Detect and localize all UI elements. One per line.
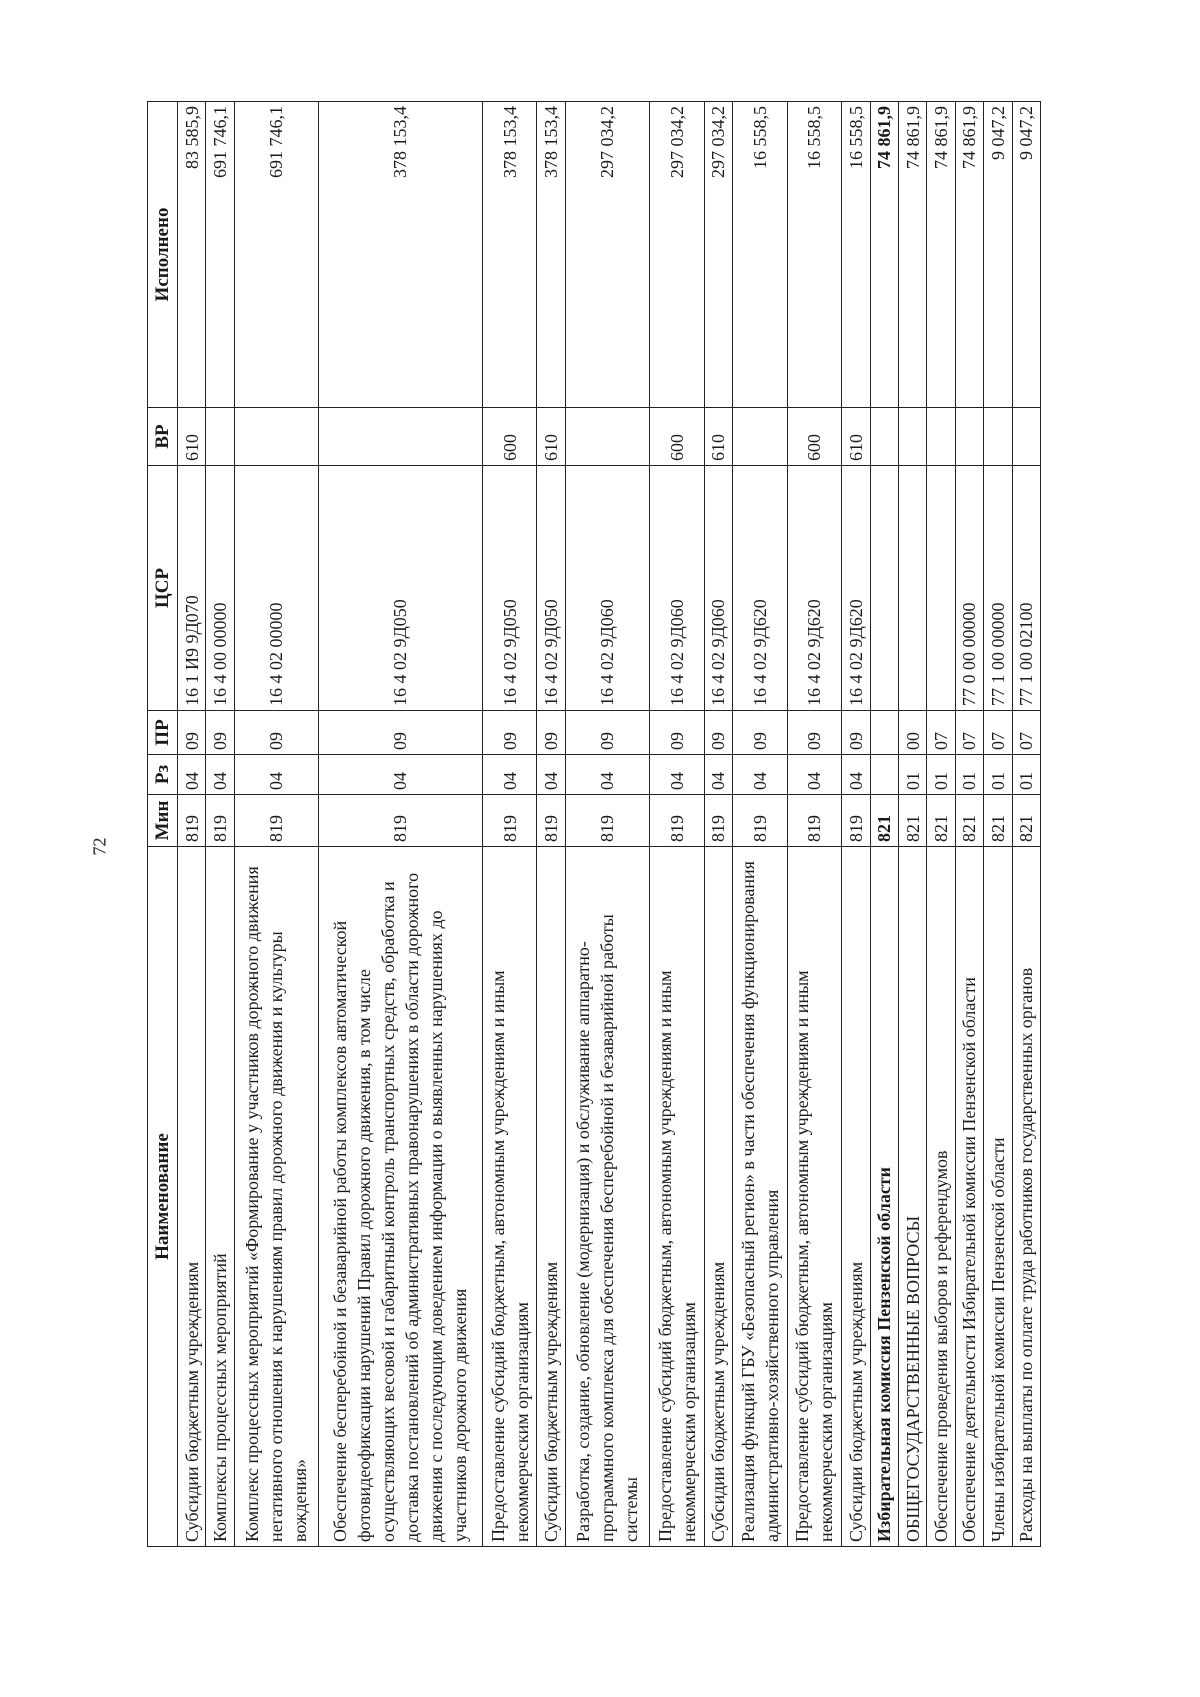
- cell-csr: 16 4 02 9Д050: [482, 466, 537, 711]
- cell-name: Обеспечение проведения выборов и референдумов: [927, 847, 955, 1547]
- header-pr: ПР: [148, 711, 178, 755]
- cell-rz: 01: [955, 755, 983, 795]
- header-min: Мин: [148, 795, 178, 847]
- cell-vr: 600: [482, 408, 537, 466]
- cell-rz: 04: [206, 755, 234, 795]
- cell-rz: 04: [732, 755, 787, 795]
- cell-isp: 9 047,2: [1012, 102, 1041, 408]
- cell-name: Комплексы процессных мероприятий: [206, 847, 234, 1547]
- table-row: [206, 102, 234, 1547]
- cell-name: Субсидии бюджетным учреждениям: [704, 847, 732, 1547]
- cell-vr: 600: [787, 408, 842, 466]
- table-header-row: [148, 102, 178, 1547]
- cell-pr: 07: [984, 711, 1012, 755]
- cell-vr: [927, 408, 955, 466]
- cell-pr: 07: [1012, 711, 1041, 755]
- cell-name: Субсидии бюджетным учреждениям: [178, 847, 206, 1547]
- cell-csr: 16 4 02 9Д620: [732, 466, 787, 711]
- cell-csr: 16 4 02 00000: [234, 466, 318, 711]
- table-row: [899, 102, 927, 1547]
- table-row-section: [870, 102, 898, 1547]
- header-name: Наименование: [148, 847, 178, 1547]
- cell-min: 819: [649, 795, 704, 847]
- table-row: [842, 102, 870, 1547]
- cell-vr: [318, 408, 482, 466]
- cell-vr: [955, 408, 983, 466]
- cell-vr: [870, 408, 898, 466]
- cell-vr: 610: [842, 408, 870, 466]
- header-isp: Исполнено: [148, 102, 178, 408]
- table-row: [927, 102, 955, 1547]
- cell-rz: 04: [178, 755, 206, 795]
- table-row: [732, 102, 787, 1547]
- cell-csr: 16 4 02 9Д060: [704, 466, 732, 711]
- cell-min: 819: [234, 795, 318, 847]
- cell-pr: 00: [899, 711, 927, 755]
- cell-pr: 09: [178, 711, 206, 755]
- cell-name: Предоставление субсидий бюджетным, автономным учреждениям и иным некоммерческим организациям: [649, 847, 704, 1547]
- cell-csr: 16 4 00 00000: [206, 466, 234, 711]
- cell-rz: 04: [649, 755, 704, 795]
- cell-csr: 16 4 02 9Д050: [537, 466, 565, 711]
- cell-vr: 610: [178, 408, 206, 466]
- cell-csr: 77 0 00 00000: [955, 466, 983, 711]
- cell-isp: 297 034,2: [704, 102, 732, 408]
- cell-csr: 16 4 02 9Д620: [842, 466, 870, 711]
- cell-pr: 09: [787, 711, 842, 755]
- cell-pr: 09: [537, 711, 565, 755]
- cell-csr: [870, 466, 898, 711]
- cell-isp: 378 153,4: [318, 102, 482, 408]
- cell-min: 819: [787, 795, 842, 847]
- cell-rz: 01: [984, 755, 1012, 795]
- cell-vr: [1012, 408, 1041, 466]
- cell-isp: 378 153,4: [482, 102, 537, 408]
- table-row: [787, 102, 842, 1547]
- cell-rz: 01: [927, 755, 955, 795]
- cell-name: Предоставление субсидий бюджетным, автономным учреждениям и иным некоммерческим организациям: [787, 847, 842, 1547]
- cell-min: 821: [870, 795, 898, 847]
- cell-vr: [899, 408, 927, 466]
- cell-pr: 07: [927, 711, 955, 755]
- cell-csr: [927, 466, 955, 711]
- cell-csr: 16 4 02 9Д060: [649, 466, 704, 711]
- cell-isp: 16 558,5: [787, 102, 842, 408]
- cell-min: 819: [482, 795, 537, 847]
- cell-vr: [206, 408, 234, 466]
- table-row: [1012, 102, 1041, 1547]
- cell-csr: 77 1 00 00000: [984, 466, 1012, 711]
- table-row: [537, 102, 565, 1547]
- table-row: [955, 102, 983, 1547]
- cell-name: Избирательная комиссия Пензенской области: [870, 847, 898, 1547]
- cell-name: Предоставление субсидий бюджетным, автономным учреждениям и иным некоммерческим организациям: [482, 847, 537, 1547]
- cell-min: 821: [1012, 795, 1041, 847]
- cell-min: 819: [704, 795, 732, 847]
- cell-pr: 09: [842, 711, 870, 755]
- cell-pr: 09: [482, 711, 537, 755]
- cell-rz: 04: [482, 755, 537, 795]
- cell-csr: [899, 466, 927, 711]
- cell-pr: [870, 711, 898, 755]
- cell-pr: 09: [318, 711, 482, 755]
- cell-vr: [565, 408, 649, 466]
- cell-min: 819: [206, 795, 234, 847]
- cell-pr: 09: [649, 711, 704, 755]
- table-body: [178, 102, 1041, 1547]
- cell-csr: 16 4 02 9Д620: [787, 466, 842, 711]
- page-number: 72: [89, 837, 110, 856]
- cell-rz: 04: [537, 755, 565, 795]
- budget-table: [147, 101, 1041, 1547]
- table-row: [234, 102, 318, 1547]
- cell-name: ОБЩЕГОСУДАРСТВЕННЫЕ ВОПРОСЫ: [899, 847, 927, 1547]
- cell-min: 819: [842, 795, 870, 847]
- header-vr: ВР: [148, 408, 178, 466]
- cell-vr: 610: [537, 408, 565, 466]
- cell-csr: 77 1 00 02100: [1012, 466, 1041, 711]
- cell-vr: [234, 408, 318, 466]
- cell-pr: 09: [565, 711, 649, 755]
- cell-rz: 04: [565, 755, 649, 795]
- cell-isp: 83 585,9: [178, 102, 206, 408]
- cell-csr: 16 1 И9 9Д070: [178, 466, 206, 711]
- cell-name: Комплекс процессных мероприятий «Формирование у участников дорожного движения негативного отношения к нарушениям правил дорожного движения и культуры вождения»: [234, 847, 318, 1547]
- cell-pr: 09: [732, 711, 787, 755]
- cell-csr: 16 4 02 9Д050: [318, 466, 482, 711]
- cell-rz: 04: [842, 755, 870, 795]
- cell-pr: 09: [206, 711, 234, 755]
- cell-rz: [870, 755, 898, 795]
- cell-csr: 16 4 02 9Д060: [565, 466, 649, 711]
- cell-name: Обеспечение бесперебойной и безаварийной работы комплексов автоматической фотовидеофиксации нарушений Правил дорожного движения, в том числе осуществляющих весовой и габаритный контроль транспортных средств, обработка и доставка постановлений об административных правонарушениях в области дорожного движения с последующим доведением информации о выявленных нарушениях до участников дорожного движения: [318, 847, 482, 1547]
- cell-rz: 04: [787, 755, 842, 795]
- cell-rz: 01: [1012, 755, 1041, 795]
- cell-isp: 691 746,1: [234, 102, 318, 408]
- table-row: [649, 102, 704, 1547]
- cell-name: Расходы на выплаты по оплате труда работников государственных органов: [1012, 847, 1041, 1547]
- cell-min: 819: [565, 795, 649, 847]
- cell-min: 819: [318, 795, 482, 847]
- cell-vr: 600: [649, 408, 704, 466]
- header-csr: ЦСР: [148, 466, 178, 711]
- cell-min: 819: [537, 795, 565, 847]
- cell-pr: 09: [704, 711, 732, 755]
- cell-rz: 04: [704, 755, 732, 795]
- cell-vr: [732, 408, 787, 466]
- table-row: [704, 102, 732, 1547]
- cell-min: 821: [984, 795, 1012, 847]
- cell-rz: 04: [234, 755, 318, 795]
- cell-name: Обеспечение деятельности Избирательной комиссии Пензенской области: [955, 847, 983, 1547]
- cell-isp: 9 047,2: [984, 102, 1012, 408]
- cell-isp: 297 034,2: [565, 102, 649, 408]
- cell-min: 821: [955, 795, 983, 847]
- cell-isp: 74 861,9: [955, 102, 983, 408]
- cell-isp: 378 153,4: [537, 102, 565, 408]
- cell-isp: 74 861,9: [870, 102, 898, 408]
- cell-isp: 74 861,9: [899, 102, 927, 408]
- table-row: [318, 102, 482, 1547]
- table-row: [178, 102, 206, 1547]
- table-row: [565, 102, 649, 1547]
- cell-min: 819: [178, 795, 206, 847]
- table-row: [984, 102, 1012, 1547]
- cell-isp: 16 558,5: [732, 102, 787, 408]
- cell-name: Члены избирательной комиссии Пензенской области: [984, 847, 1012, 1547]
- cell-name: Разработка, создание, обновление (модернизация) и обслуживание аппаратно-программного комплекса для обеспечения бесперебойной и безаварийной работы системы: [565, 847, 649, 1547]
- cell-name: Субсидии бюджетным учреждениям: [842, 847, 870, 1547]
- cell-isp: 691 746,1: [206, 102, 234, 408]
- cell-isp: 74 861,9: [927, 102, 955, 408]
- cell-name: Субсидии бюджетным учреждениям: [537, 847, 565, 1547]
- cell-rz: 04: [318, 755, 482, 795]
- cell-vr: [984, 408, 1012, 466]
- cell-isp: 297 034,2: [649, 102, 704, 408]
- cell-min: 821: [899, 795, 927, 847]
- cell-min: 821: [927, 795, 955, 847]
- table-row: [482, 102, 537, 1547]
- cell-pr: 07: [955, 711, 983, 755]
- cell-vr: 610: [704, 408, 732, 466]
- cell-name: Реализация функций ГБУ «Безопасный регион» в части обеспечения функционирования административно-хозяйственного управления: [732, 847, 787, 1547]
- cell-min: 819: [732, 795, 787, 847]
- header-rz: Рз: [148, 755, 178, 795]
- cell-isp: 16 558,5: [842, 102, 870, 408]
- cell-rz: 01: [899, 755, 927, 795]
- cell-pr: 09: [234, 711, 318, 755]
- rotated-table-container: [147, 102, 1041, 1547]
